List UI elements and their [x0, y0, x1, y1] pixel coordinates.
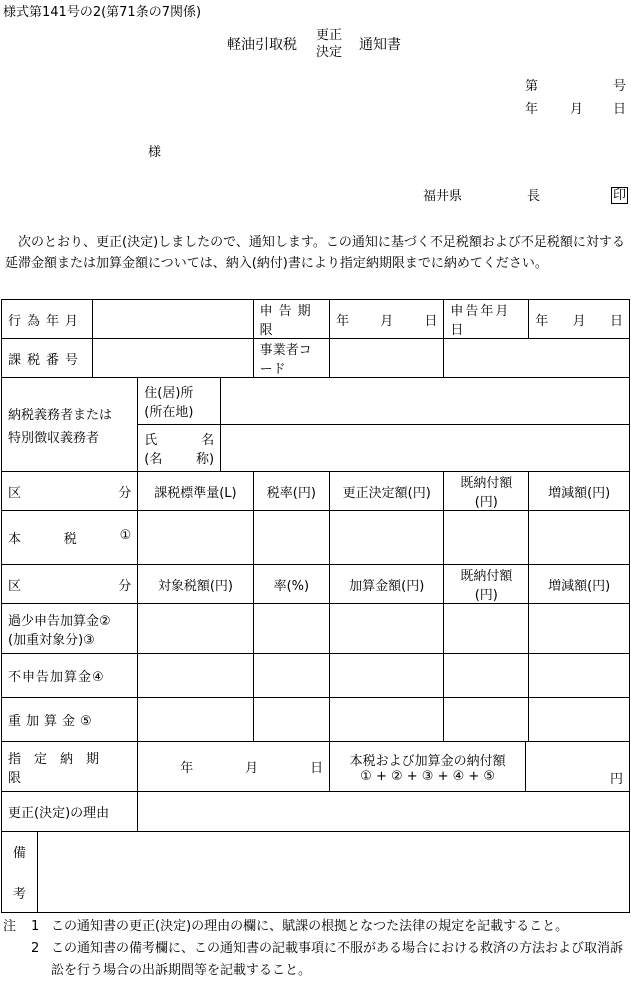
name-value	[221, 425, 630, 472]
main-tax-label: 本 税 ①	[2, 511, 138, 565]
payer-label: 納税義務者または 特別徴収義務者	[2, 378, 138, 472]
under-report-diff	[529, 604, 630, 654]
address-value	[221, 378, 630, 425]
main-tax-paid-cell	[444, 511, 529, 565]
reason-value	[138, 792, 630, 832]
notes-section	[3, 916, 629, 982]
remarks-label: 備 考	[2, 832, 38, 913]
main-tax-diff-cell	[529, 511, 630, 565]
report-period-label: 申告期限	[253, 300, 330, 339]
surcharge-diff-header: 増減額(円)	[529, 565, 630, 604]
no-report-diff	[529, 654, 630, 698]
date-day: 日	[613, 102, 627, 117]
form-number: 様式第141号の2(第71条の7関係)	[3, 5, 202, 20]
title-left: 軽油引取税	[227, 37, 297, 53]
heavy-surcharge-label: 重加算金⑤	[2, 698, 138, 742]
note-label: 注	[3, 919, 17, 934]
title-stack-bottom: 決定	[315, 45, 342, 60]
report-date-label: 申告年月日	[444, 300, 529, 339]
under-report-base	[138, 604, 253, 654]
addressee-suffix: 様	[148, 145, 162, 160]
reason-label: 更正(決定)の理由	[2, 792, 138, 832]
remarks-value	[37, 832, 629, 913]
main-tax-rate-cell	[253, 511, 330, 565]
heavy-rate	[253, 698, 330, 742]
seal-mark: 印	[613, 188, 627, 203]
date-month: 月	[570, 102, 584, 117]
heavy-diff	[529, 698, 630, 742]
rate-header: 率(%)	[253, 565, 330, 604]
date-year: 年	[525, 102, 539, 117]
surcharge-amount-header: 加算金額(円)	[330, 565, 444, 604]
note-text: この通知書の更正(決定)の理由の欄に、賦課の根拠となつた法律の規定を記載すること。	[51, 919, 569, 934]
number-suffix: 号	[613, 79, 627, 94]
target-tax-header: 対象税額(円)	[138, 565, 253, 604]
act-date-value	[93, 300, 253, 339]
under-report-label: 過少申告加算金② (加重対象分)③	[2, 604, 138, 654]
address-label: 住(居)所 (所在地)	[138, 378, 221, 425]
issuer-pref: 福井県	[423, 189, 463, 204]
no-report-amount	[330, 654, 444, 698]
no-report-paid	[444, 654, 529, 698]
tax-number-label: 課税番号	[2, 339, 93, 378]
payment-total-value: 円	[526, 742, 630, 792]
name-label: 氏 名 (名 称)	[138, 425, 221, 472]
under-report-rate	[253, 604, 330, 654]
no-report-label: 不申告加算金④	[2, 654, 138, 698]
heavy-base	[138, 698, 253, 742]
paid-amount-header: 既納付額(円)	[444, 472, 529, 511]
blank-cell	[444, 339, 630, 378]
note-item	[3, 938, 629, 982]
tax-rate-header: 税率(円)	[253, 472, 330, 511]
intro-text: 次のとおり、更正(決定)しましたので、通知します。この通知に基づく不足税額および不足税額に対する延滞金額または加算金額については、納入(納付)書により指定納期限までに納めてください。	[5, 235, 625, 271]
heavy-amount	[330, 698, 444, 742]
title-right: 通知書	[359, 37, 401, 53]
section-label: 区 分	[2, 472, 138, 511]
tax-base-header: 課税標準量(L)	[138, 472, 253, 511]
due-date-label: 指定納期限	[2, 742, 138, 792]
business-code-label: 事業者コード	[253, 339, 330, 378]
tax-form-table	[1, 299, 630, 913]
difference-header: 増減額(円)	[529, 472, 630, 511]
issuer-title: 長	[527, 189, 541, 204]
tax-number-value	[93, 339, 253, 378]
heavy-paid	[444, 698, 529, 742]
main-tax-base-cell	[138, 511, 253, 565]
section-label-2: 区 分	[2, 565, 138, 604]
under-report-amount	[330, 604, 444, 654]
report-date-value: 年 月 日	[529, 300, 630, 339]
act-date-label: 行為年月	[2, 300, 93, 339]
assessed-amount-header: 更正決定額(円)	[330, 472, 444, 511]
title-stack-top: 更正	[315, 28, 342, 43]
note-text: この通知書の備考欄に、この通知書の記載事項に不服がある場合における救済の方法および取消訴訟を行う場合の出訴期間等を記載すること。	[51, 941, 624, 978]
payment-total-label: 本税および加算金の納付額 ① + ② + ③ + ④ + ⑤	[330, 742, 526, 792]
surcharge-paid-header: 既納付額(円)	[444, 565, 529, 604]
under-report-paid	[444, 604, 529, 654]
main-tax-assessed-cell	[330, 511, 444, 565]
due-date-value: 年 月 日	[138, 742, 330, 792]
note-item	[3, 916, 629, 938]
note-number: 2	[31, 941, 40, 956]
title-stack	[309, 27, 349, 61]
no-report-base	[138, 654, 253, 698]
business-code-value	[330, 339, 444, 378]
no-report-rate	[253, 654, 330, 698]
note-number: 1	[31, 919, 40, 934]
report-period-value: 年 月 日	[330, 300, 444, 339]
number-prefix: 第	[525, 79, 539, 94]
